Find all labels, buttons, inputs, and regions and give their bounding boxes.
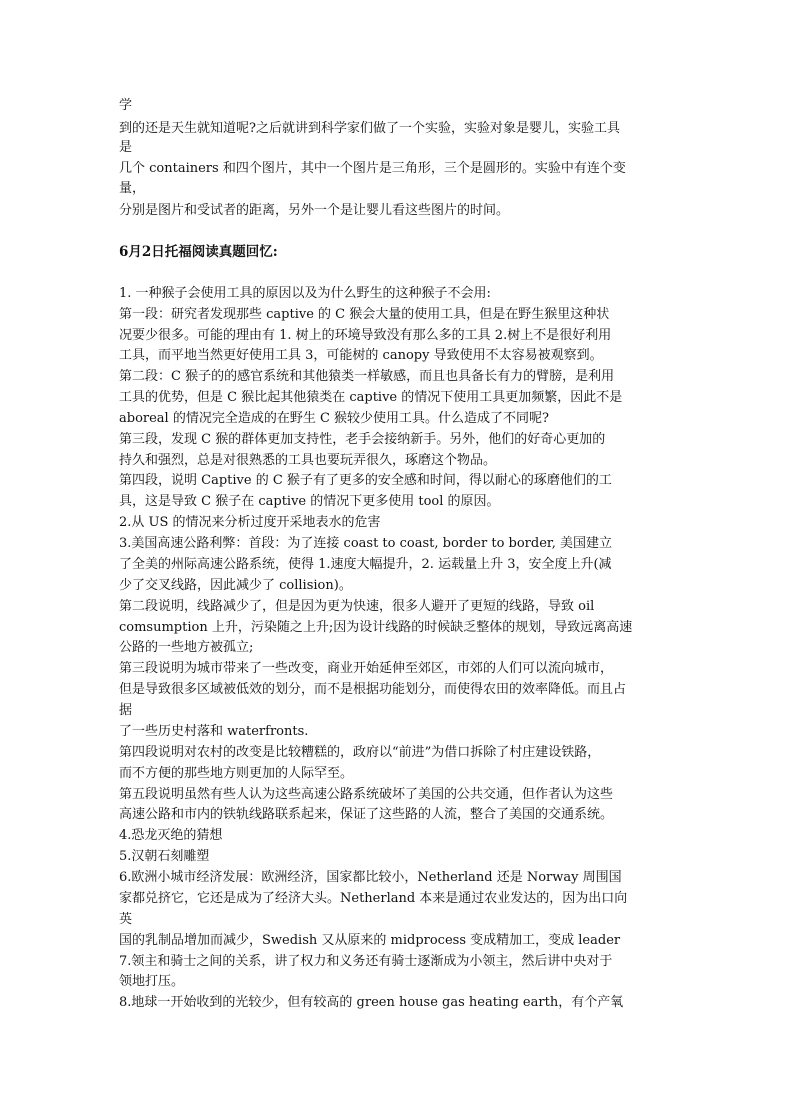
- text-line: comsumption 上升，污染随之上升;因为设计线路的时候缺乏整体的规划，导致远离高速: [119, 620, 633, 635]
- text-line: 第四段说明对农村的改变是比较糟糕的，政府以“前进”为借口拆除了村庄建设铁路，: [119, 745, 601, 760]
- text-line: 了一些历史村落和 waterfronts.: [119, 724, 309, 739]
- text-line: 学: [119, 98, 133, 113]
- text-line: 国的乳制品增加而减少，Swedish 又从原来的 midprocess 变成精加工，变成 leader: [119, 933, 621, 948]
- text-line: 少了交叉线路，因此减少了 collision)。: [119, 578, 352, 593]
- text-line: 3.美国高速公路利弊：首段：为了连接 coast to coast, border to border, 美国建立: [119, 536, 612, 551]
- text-line: 第二段：C 猴子的的感官系统和其他猿类一样敏感，而且也具备长有力的臂膀，是利用: [119, 369, 615, 384]
- text-line: 1. 一种猴子会使用工具的原因以及为什么野生的这种猴子不会用:: [119, 286, 491, 301]
- text-line: 第一段：研究者发现那些 captive 的 C 猴会大量的使用工具，但是在野生猴里这种状: [119, 307, 610, 322]
- text-line: 高速公路和市内的铁轨线路联系起来，保证了这些路的人流，整合了美国的交通系统。: [119, 807, 614, 822]
- text-line: 第三段，发现 C 猴的群体更加支持性，老手会接纳新手。另外，他们的好奇心更加的: [119, 432, 606, 447]
- text-line: 家都兑挤它，它还是成为了经济大头。Netherland 本来是通过农业发达的，因为出口向: [119, 891, 628, 906]
- text-line: 2.从 US 的情况来分析过度开采地表水的危害: [119, 515, 381, 530]
- text-line: 领地打压。: [119, 974, 185, 989]
- text-line: 工具，而平地当然更好使用工具 3，可能树的 canopy 导致使用不太容易被观察到。: [119, 348, 603, 363]
- text-line: 据: [119, 703, 133, 718]
- text-line: 5.汉朝石刻雕塑: [119, 849, 210, 864]
- text-line: 持久和强烈，总是对很熟悉的工具也要玩弄很久，琢磨这个物品。: [119, 453, 497, 468]
- text-line: 具，这是导致 C 猴子在 captive 的情况下更多使用 tool 的原因。: [119, 494, 500, 509]
- text-line: 8.地球一开始收到的光较少，但有较高的 green house gas heating earth，有个产氧: [119, 995, 624, 1010]
- text-line: 到的还是天生就知道呢?之后就讲到科学家们做了一个实验，实验对象是婴儿，实验工具: [119, 121, 620, 136]
- text-line: 是: [119, 140, 133, 155]
- text-line: 量，: [119, 181, 146, 196]
- text-line: 分别是图片和受试者的距离，另外一个是让婴儿看这些图片的时间。: [119, 203, 510, 218]
- text-line: 公路的一些地方被孤立;: [119, 640, 254, 655]
- text-line: 第三段说明为城市带来了一些改变，商业开始延伸至郊区，市郊的人们可以流向城市，: [119, 661, 614, 676]
- text-line: 第二段说明，线路减少了，但是因为更为快速，很多人避开了更短的线路，导致 oil: [119, 599, 595, 614]
- text-line: 7.领主和骑士之间的关系，讲了权力和义务还有骑士逐渐成为小领主，然后讲中央对于: [119, 954, 613, 969]
- section-heading: 6月2日托福阅读真题回忆:: [119, 244, 278, 260]
- text-line: 英: [119, 912, 133, 927]
- text-line: 了全美的州际高速公路系统，使得 1.速度大幅提升，2. 运载量上升 3，安全度上升(减: [119, 557, 612, 572]
- text-line: 第四段，说明 Captive 的 C 猴子有了更多的安全感和时间，得以耐心的琢磨他们的工: [119, 473, 612, 488]
- text-line: 6.欧洲小城市经济发展：欧洲经济，国家都比较小，Netherland 还是 Norway 周围国: [119, 870, 622, 885]
- text-line: 工具的优势，但是 C 猴比起其他猿类在 captive 的情况下使用工具更加频繁，因此不是: [119, 390, 623, 405]
- text-line: 几个 containers 和四个图片，其中一个图片是三角形，三个是圆形的。实验中有连个变: [119, 161, 626, 176]
- text-line: 但是导致很多区域被低效的划分，而不是根据功能划分，而使得农田的效率降低。而且占: [119, 682, 627, 697]
- text-line: 4.恐龙灭绝的猜想: [119, 828, 223, 843]
- text-line: aboreal 的情况完全造成的在野生 C 猴较少使用工具。什么造成了不同呢?: [119, 411, 550, 426]
- text-line: 况要少很多。可能的理由有 1. 树上的环境导致没有那么多的工具 2.树上不是很好利用: [119, 328, 612, 343]
- text-line: 而不方便的那些地方则更加的人际罕至。: [119, 766, 354, 781]
- text-line: 第五段说明虽然有些人认为这些高速公路系统破坏了美国的公共交通，但作者认为这些: [119, 787, 614, 802]
